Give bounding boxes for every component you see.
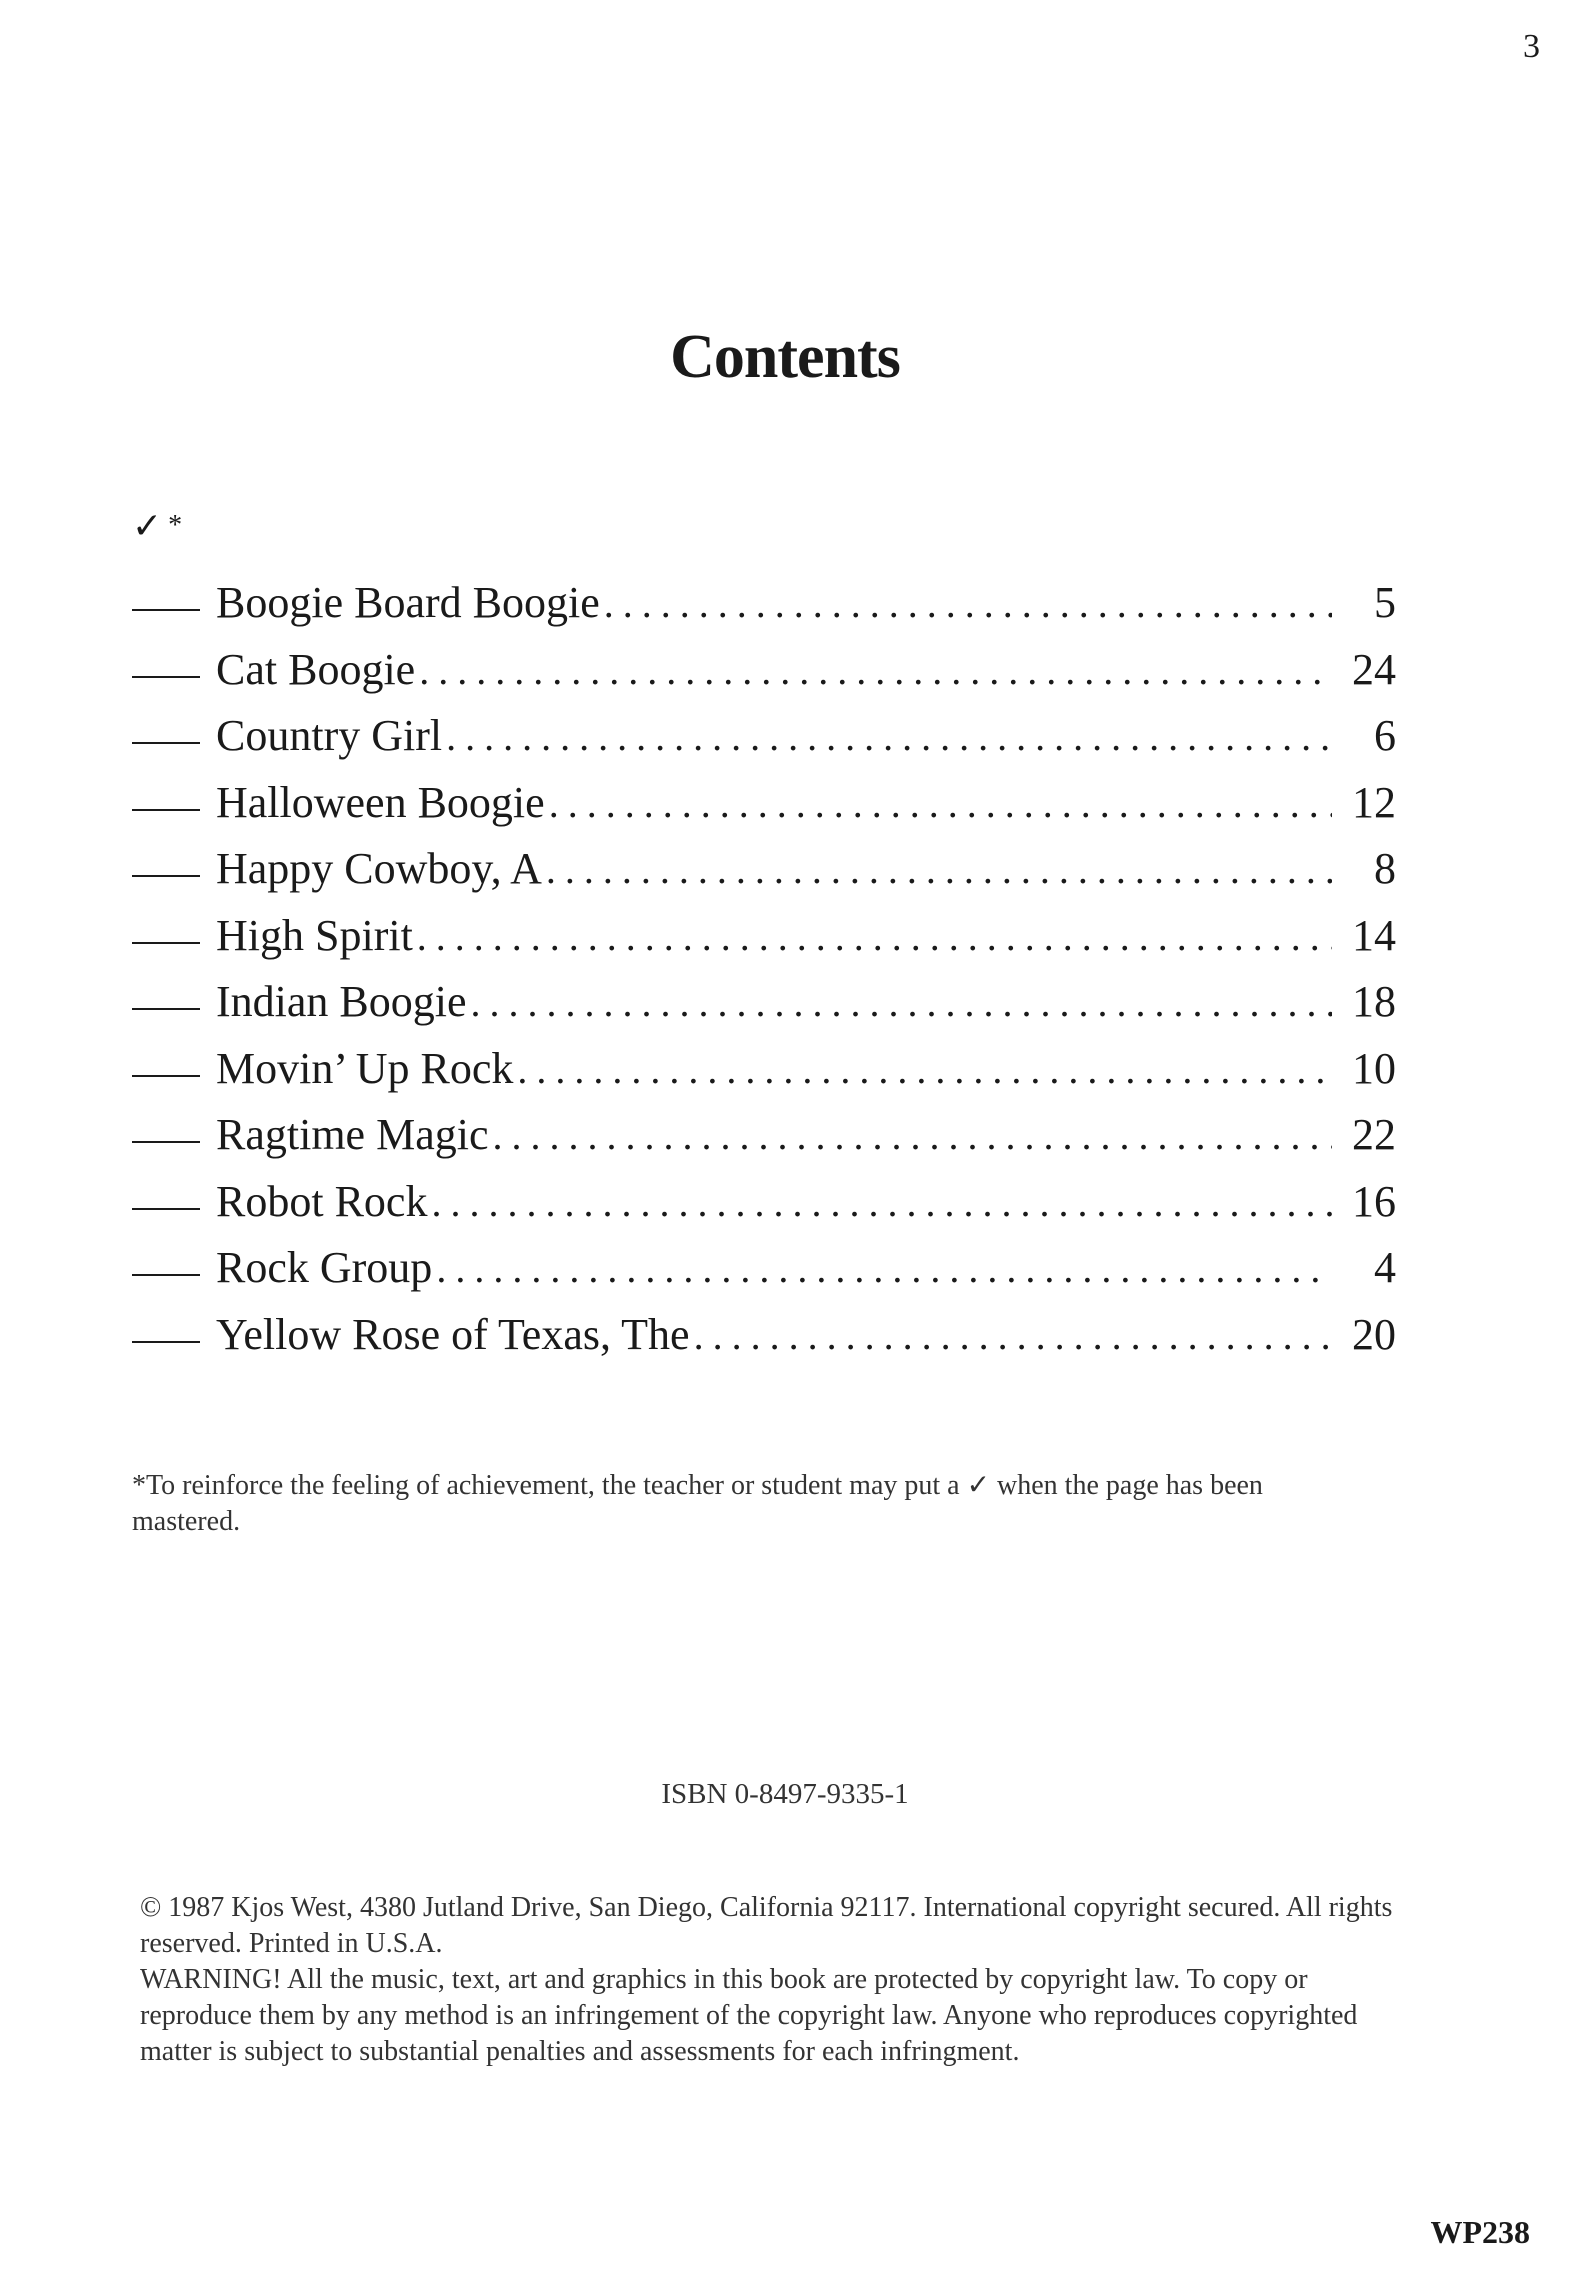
check-blank xyxy=(132,1274,200,1276)
toc-entry-page: 10 xyxy=(1352,1043,1396,1093)
toc-entry xyxy=(132,1235,1396,1302)
dot-leader xyxy=(549,771,1332,838)
dot-leader xyxy=(493,1103,1333,1170)
toc-entry-page: 5 xyxy=(1374,578,1396,627)
check-blank xyxy=(132,1008,200,1010)
toc-entry-page: 20 xyxy=(1352,1309,1396,1359)
toc-entry-page: 24 xyxy=(1352,644,1396,694)
toc-entry xyxy=(132,1302,1396,1369)
toc-entry xyxy=(132,903,1396,970)
check-blank xyxy=(132,1341,200,1343)
toc-entry-page: 22 xyxy=(1352,1110,1396,1159)
check-blank xyxy=(132,875,200,877)
copyright-statement: © 1987 Kjos West, 4380 Jutland Drive, San Diego, California 92117. International copyright secured. All rights reserved. Printed in U.S.A. xyxy=(140,1892,1393,1959)
check-blank xyxy=(132,809,200,811)
check-blank xyxy=(132,609,200,611)
toc-entry xyxy=(132,969,1396,1036)
check-blank xyxy=(132,1075,200,1077)
toc-entry-title: Robot Rock xyxy=(216,1176,428,1226)
toc-entry-title: Halloween Boogie xyxy=(216,777,545,827)
isbn: ISBN 0-8497-9335-1 xyxy=(661,1778,909,1810)
dot-leader xyxy=(431,1170,1332,1237)
toc-entry-title: Yellow Rose of Texas, The xyxy=(216,1309,690,1359)
dot-leader xyxy=(517,1037,1332,1104)
toc-entry-title: Boogie Board Boogie xyxy=(216,578,600,627)
check-blank xyxy=(132,942,200,944)
toc-entry-page: 8 xyxy=(1374,844,1396,893)
toc-entry-page: 14 xyxy=(1352,910,1396,960)
toc-entry xyxy=(132,1169,1396,1236)
checkmark-header xyxy=(132,506,182,549)
footnote: *To reinforce the feeling of achievement, the teacher or student may put a ✓ when the page has been mastered. xyxy=(132,1470,1263,1537)
toc-entry-page: 18 xyxy=(1352,977,1396,1026)
dot-leader xyxy=(436,1236,1332,1303)
toc-entry-page: 6 xyxy=(1374,711,1396,760)
toc-entry xyxy=(132,570,1396,637)
toc-entry xyxy=(132,703,1396,770)
check-blank xyxy=(132,676,200,678)
dot-leader xyxy=(417,904,1332,971)
copyright-warning: WARNING! All the music, text, art and graphics in this book are protected by copyright law. To copy or reproduce them by any method is an infringement of the copyright law. Anyone who reproduces copyrighted matter is subject to substantial penalties and assessments for each infringment. xyxy=(140,1964,1358,2067)
table-of-contents xyxy=(132,570,1396,1368)
toc-entry-title: High Spirit xyxy=(216,910,413,960)
toc-entry-title: Happy Cowboy, A xyxy=(216,844,542,893)
toc-entry-page: 4 xyxy=(1374,1243,1396,1292)
page-number: 3 xyxy=(1523,28,1540,65)
toc-entry-title: Rock Group xyxy=(216,1243,433,1292)
dot-leader xyxy=(446,704,1332,771)
toc-entry-page: 12 xyxy=(1352,777,1396,827)
dot-leader xyxy=(471,970,1332,1037)
asterisk-mark: * xyxy=(168,510,183,541)
toc-entry xyxy=(132,770,1396,837)
check-blank xyxy=(132,1208,200,1210)
dot-leader xyxy=(604,571,1332,638)
toc-entry-title: Cat Boogie xyxy=(216,644,416,694)
check-blank xyxy=(132,1141,200,1143)
toc-entry-title: Indian Boogie xyxy=(216,977,467,1026)
toc-entry xyxy=(132,1102,1396,1169)
page-title: Contents xyxy=(670,323,900,391)
toc-entry-title: Country Girl xyxy=(216,711,443,760)
toc-entry-title: Ragtime Magic xyxy=(216,1110,489,1159)
check-blank xyxy=(132,742,200,744)
dot-leader xyxy=(694,1303,1332,1370)
checkmark-icon: ✓ xyxy=(132,506,163,546)
toc-entry xyxy=(132,836,1396,903)
toc-entry xyxy=(132,637,1396,704)
toc-entry-page: 16 xyxy=(1352,1176,1396,1226)
toc-entry xyxy=(132,1036,1396,1103)
copyright-notice xyxy=(140,1890,1400,2070)
publication-code: WP238 xyxy=(1430,2214,1530,2250)
dot-leader xyxy=(546,837,1332,904)
dot-leader xyxy=(419,638,1332,705)
toc-entry-title: Movin’ Up Rock xyxy=(216,1043,514,1093)
